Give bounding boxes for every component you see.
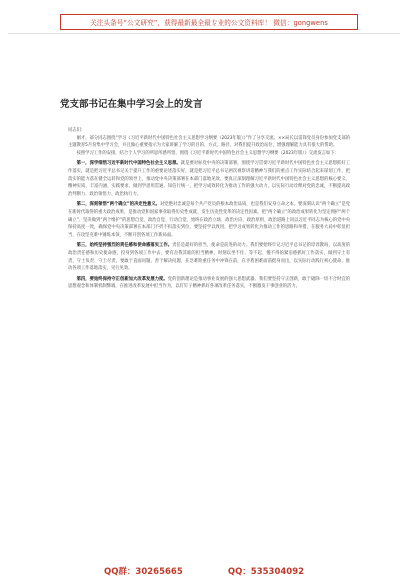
paragraph-point-1 [68,160,350,198]
paragraph-point-3 [68,242,350,272]
paragraph-text: 就是要对标党中央的决策部署，围绕学习贯彻习近平新时代中国特色社会主义思想抓好工作落实，就是把习近平总书记关于提升工作的重要论述落实好，就是把习近平总书记两次视察讲话精神与我们的重点工作实际结合起来谋划工作，把落实的能力落在健全运转和党的领导上，推动党中央决策部署在本部门落地见效。要真正深刻理解习近平新时代中国特色社会主义思想的核心要义、精神实质、丰富内涵、实践要求，做到学思用贯通、知信行统一，把学习成效转化为推动工作的强大动力，以实际行动诠释对党的忠诚，不断提高政治判断力、政治领悟力、政治执行力。 [68,161,350,197]
promo-banner-text: 关注头条号“公文研究”，获得最新最全最专业的公文资料库！ 微信：gongwens [90,19,328,27]
paragraph-text: 按照学习工作的安排，结合个人学习的所思所感所悟，围绕《习近平新时代中国特色社会主义思想学习纲要（2023年版）》交流发言如下： [76,150,339,156]
paragraph-heading: 第三，始终坚持强烈的责任感和使命感落实工作。 [76,243,173,249]
paragraph-heading: 第二，深刻领悟“两个确立”的决定性意义。 [76,202,160,208]
promo-banner [60,14,358,30]
qq-number: QQ：535304092 [227,567,305,577]
paragraph-text: 党的创新理论是推动事业发展的强大思想武器。我们要坚持守正创新，敢于破除一切不合时宜的思想观念和体制机制弊端，在推进改革发展中担当作为，以钉钉子精神抓好各项改革任务落实，不断激发干事创业的活力。 [68,276,351,290]
paragraph-text: 对党绝对忠诚是每个共产党员的根本政治品质，也是我们安身立命之本。要深刻认识“两个确立”是党在新时代取得的重大政治成果，是推动党和国家事业取得历史性成就、发生历史性变革的决定性因素，把“两个确立”的政治成果转化为坚定拥护“两个确立”、坚决做到“两个维护”的思想自觉、政治自觉、行动自觉，始终在政治立场、政治方向、政治原则、政治道路上同以习近平同志为核心的党中央保持高度一致，确保党中央决策部署在本部门不折不扣落实到位。要坚持学以致用，把学习成果转化为推动工作的思路和举措，在服务大局中彰显担当、在攻坚克难中锤炼本领，不断开创各项工作新局面。 [68,202,350,238]
paragraph-point-2 [68,201,350,239]
qq-group-number: QQ群：30265665 [103,567,183,577]
paragraph-point-4 [68,276,350,291]
contact-footer [0,559,408,578]
paragraph-text: 刚才，部分同志围绕“学习《习近平新时代中国特色社会主义思想学习纲要（2023年版）》”作了分享交流。××局长以雷锋党员身份参加党支部的主题教育5月份集中学习会，并且做心重要指示为大家讲解了学习的目的、方式、路径，对我们提升政治站位、增强理解能力具有很大的帮助。 [68,135,350,149]
header-divider [8,33,400,34]
paragraph-outline [68,150,350,158]
document-title: 党支部书记在集中学习会上的发言 [60,99,203,110]
document-body [68,127,350,291]
paragraph-heading: 第一，深学细悟习近平新时代中国特色社会主义思想。 [76,161,181,167]
paragraph-text: 责任是最好的担当，使命是前进的动力。我们要始终牢记习近平总书记的谆谆教诲，以高度的政治责任感和历史使命感，投身到各项工作中去，要有舍我其谁的担当精神，时刻以坐不住、等不起、慢不得的紧迫感抓好工作落实，做到守土有责、守土负责、守土尽责。要敢于直面问题、善于解决问题，在急难险重任务中冲锋在前，在矛盾困难面前挺身而出，以实际行动践行初心使命，推动各项工作落地落实、见行见效。 [68,243,351,272]
paragraph-heading: 第四，要始终保持守正创新加大改革发展力度。 [76,276,168,282]
paragraph-intro [68,135,350,150]
greeting: 同志们： [68,128,86,133]
